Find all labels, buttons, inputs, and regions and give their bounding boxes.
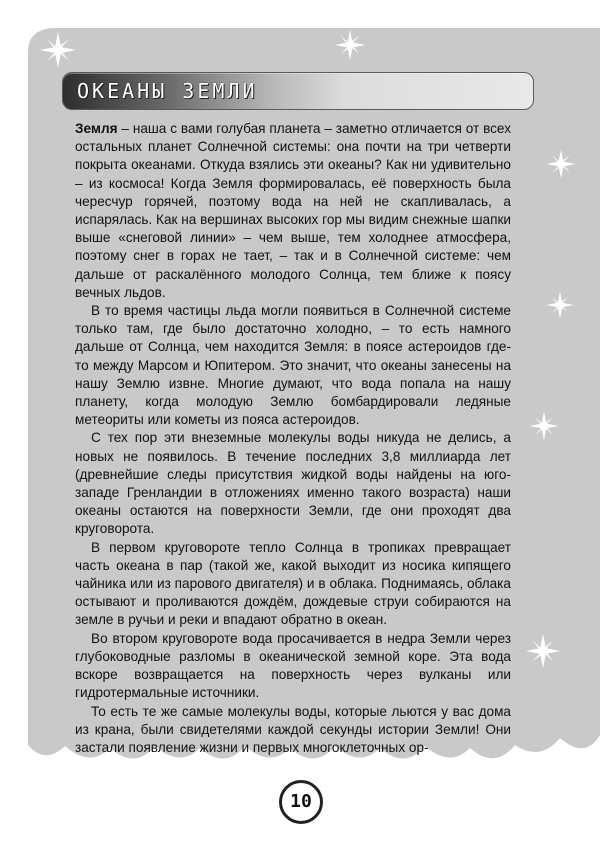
sparkle-icon [528,410,560,442]
sparkle-icon [524,632,562,670]
paragraph-1-text: – наша с вами голубая планета – заметно отличается от всех остальных планет Солнечной системы: она почти на три четверти покрыта океанами. Откуда взялись эти океаны? Как ни удивительно – из космоса! Когда Земля формировалась, её поверхность была чересчур горячей, поэтому вода на ней не скапливалась, а испарялась. Как на вершинах высоких гор мы видим снежные шапки выше «снеговой линии» – чем выше, тем холоднее атмосфера, поэтому снег в горах не тает, – так и в Солнечной системе: чем дальше от раскалённого молодого Солнца, тем ближе к поясу вечных льдов. [75,121,511,300]
title-bar [62,72,534,110]
article-body [75,120,511,757]
paragraph-1 [75,120,511,302]
paragraph-4: В первом круговороте тепло Солнца в тропиках превращает часть океана в пар (такой же, какой выходит из носика кипящего чайника или из парового двигателя) и в облака. Поднимаясь, облака остывают и проливаются дождём, дождевые струи собираются на земле в ручьи и реки и впадают обратно в океан. [75,539,511,628]
page-number: 10 [279,780,323,824]
page-title: ОКЕАНЫ ЗЕМЛИ [77,79,258,103]
paragraph-6: То есть те же самые молекулы воды, которые льются у вас дома из крана, были свидетелями каждой секунды истории Земли! Они застали появление жизни и первых многоклеточных ор- [75,703,511,755]
paragraph-3: С тех пор эти внеземные молекулы воды никуда не делись, а новых не появилось. В течение последних 3,8 миллиарда лет (древнейшие следы присутствия жидкой воды найдены на юго-западе Гренландии в отложениях именно такого возраста) наши океаны остаются на поверхности Земли, где они проходят два круговорота. [75,430,511,537]
paragraph-2: В то время частицы льда могли появиться в Солнечной системе только там, где было достаточно холодно, – то есть намного дальше от Солнца, чем находится Земля: в поясе астероидов где-то между Марсом и Юпитером. Это значит, что океаны занесены на нашу Землю извне. Многие думают, что вода попала на нашу планету, когда молодую Землю бомбардировали ледяные метеориты или кометы из пояса астероидов. [75,303,511,428]
lead-word: Земля [75,121,118,136]
sparkle-icon [38,30,78,70]
sparkle-icon [545,290,575,320]
sparkle-icon [545,148,577,180]
paragraph-5: Во втором круговороте вода просачивается в недра Земли через глубоководные разломы в океанической земной коре. Эта вода вскоре возвращается на поверхность через вулканы или гидротермальные источники. [75,630,511,701]
sparkle-icon [333,28,367,62]
